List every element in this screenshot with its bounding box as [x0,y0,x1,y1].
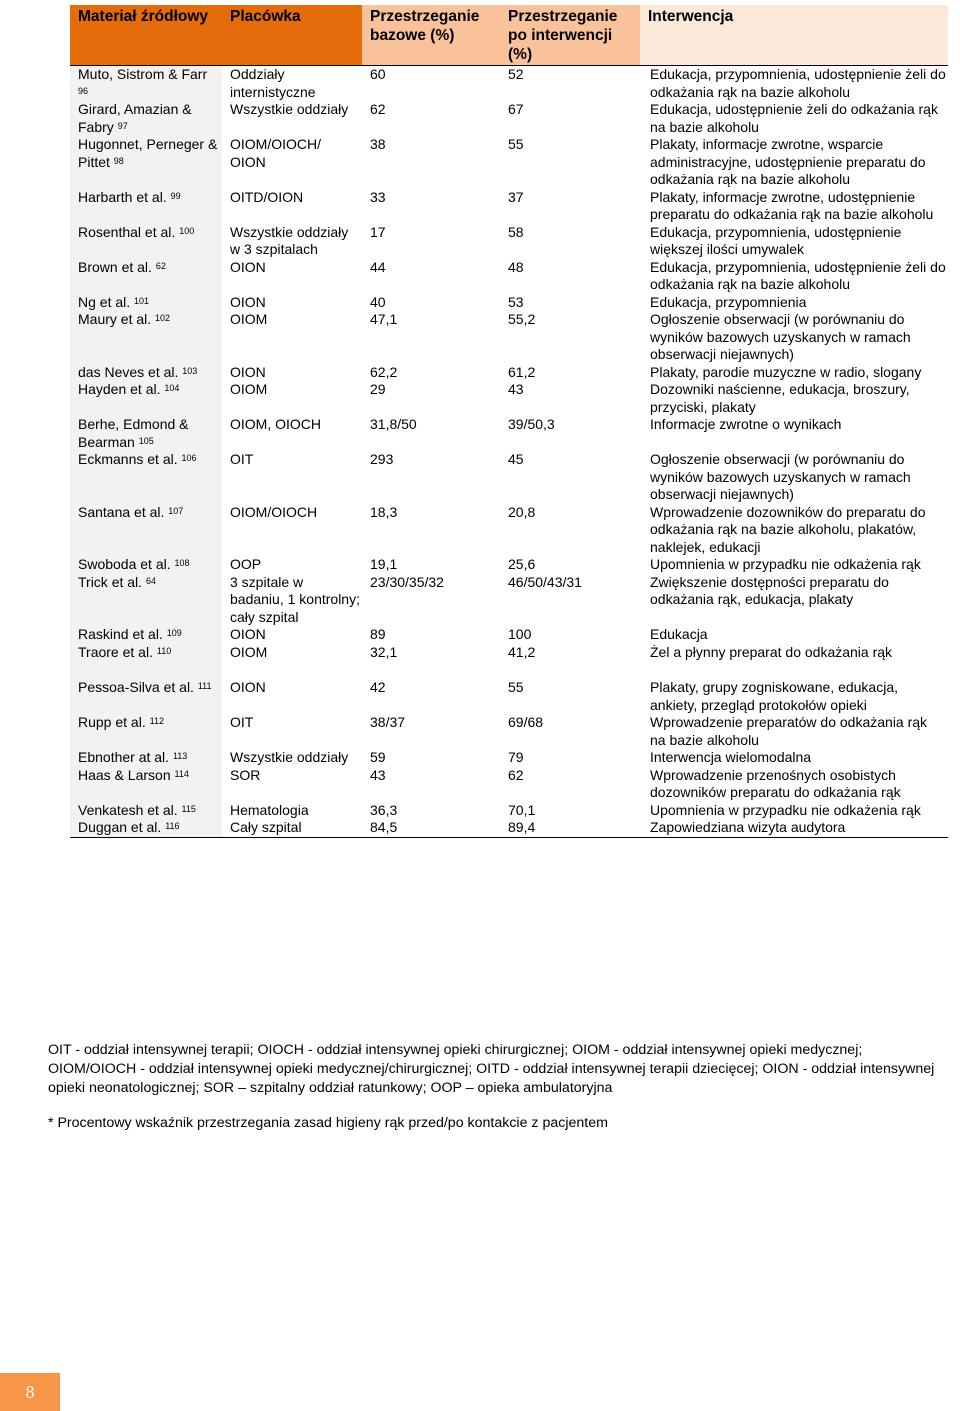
cell-baseline: 29 [370,381,386,397]
source-text: Trick et al. [78,573,143,590]
source-text: Santana et al. [78,503,165,520]
cell-facility: OIOM [230,381,268,397]
cell-intervention: Wprowadzenie preparatów do odkażania rąk na bazie alkoholu [650,714,928,748]
table-row [70,714,948,749]
cell-facility: Cały szpital [222,819,362,837]
source-text: Raskind et al. [78,626,163,642]
cell-baseline: 17 [370,223,386,240]
cell-baseline: 40 [370,293,386,310]
table-row [70,661,948,714]
cell-after-intervention: 41,2 [508,643,536,660]
cell-intervention: Dozowniki naścienne, edukacja, broszury, przyciski, plakaty [650,381,910,415]
cell-after-intervention: 69/68 [508,714,544,730]
cell-after-intervention: 89,4 [500,819,640,837]
cell-intervention: Zwiększenie dostępności preparatu do odkażania rąk, edukacja, plakaty [650,573,889,607]
table-row [70,364,948,382]
cell-baseline: 89 [370,626,386,642]
reference-number: 101 [134,295,150,306]
cell-after-intervention: 52 [508,66,524,82]
cell-facility: OOP [230,556,262,572]
cell-facility: OION [230,293,266,310]
table-row [70,767,948,802]
cell-after-intervention: 67 [508,101,524,117]
cell-intervention: Zapowiedziana wizyta audytora [640,819,948,837]
reference-number: 116 [165,821,180,831]
table-row [70,556,948,574]
table-row [70,416,948,451]
source-text: Brown et al. [78,258,152,275]
source-text: Eckmanns et al. [78,451,178,467]
table-header-row [70,5,948,66]
table-row [70,311,948,364]
cell-baseline: 38/37 [370,714,406,730]
table-row [70,259,948,294]
cell-source [70,556,222,574]
reference-number: 111 [197,681,212,691]
cell-after-intervention: 100 [508,626,532,642]
source-text: Rupp et al. [78,714,146,730]
cell-baseline: 36,3 [370,801,398,818]
cell-baseline: 38 [370,136,386,152]
cell-intervention: Wprowadzenie przenośnych osobistych dozowników preparatu do odkażania rąk [650,766,901,800]
cell-source [70,136,222,189]
cell-baseline: 293 [370,451,394,467]
reference-number: 104 [164,383,180,393]
cell-after-intervention: 20,8 [508,503,536,520]
cell-baseline: 84,5 [362,819,500,837]
reference-number: 100 [179,225,195,236]
cell-facility: Wszystkie oddziały [230,101,349,117]
cell-baseline: 31,8/50 [370,416,417,432]
cell-after-intervention: 45 [508,451,524,467]
cell-after-intervention: 79 [508,749,524,765]
cell-source [70,259,222,294]
cell-facility: OITD/OION [230,188,304,205]
cell-after-intervention: 58 [508,223,524,240]
cell-facility: OION [230,679,266,695]
cell-source [70,767,222,802]
source-text: Venkatesh et al. [78,801,178,818]
cell-source [70,101,222,136]
cell-facility: OIOM [230,311,268,327]
cell-facility: 3 szpitale w badaniu, 1 kontrolny; cały szpital [230,573,360,625]
cell-source [70,626,222,644]
cell-after-intervention: 37 [508,188,524,205]
header-source: Materiał źródłowy [70,5,222,66]
table-row [70,294,948,312]
source-text: Swoboda et al. [78,556,171,572]
cell-source [70,66,222,102]
cell-facility: OION [230,258,266,275]
reference-number: 110 [156,645,172,656]
reference-number: 97 [117,120,128,131]
reference-number: 113 [172,751,188,761]
header-intervention: Interwencja [640,5,948,66]
cell-baseline: 32,1 [370,643,398,660]
cell-intervention: Edukacja, przypomnienia, udostępnienie żeli do odkażania rąk na bazie alkoholu [650,258,946,292]
cell-intervention: Edukacja, przypomnienia, udostępnienie większej ilości umywalek [650,223,902,257]
cell-source [70,416,222,451]
reference-number: 115 [181,803,196,814]
cell-facility: OIT [230,451,254,467]
cell-intervention: Informacje zwrotne o wynikach [650,416,842,432]
cell-after-intervention: 25,6 [508,556,536,572]
cell-baseline: 44 [370,258,386,275]
table-row [70,749,948,767]
cell-intervention: Edukacja [650,626,708,642]
source-text: Ng et al. [78,293,131,310]
source-text: Ebnother at al. [78,749,170,765]
reference-number: 99 [170,190,181,201]
cell-intervention: Interwencja wielomodalna [650,749,812,765]
cell-facility: OIOM/OIOCH/ OION [230,136,321,170]
cell-source [70,189,222,224]
cell-intervention: Edukacja, przypomnienia, udostępnienie żeli do odkażania rąk na bazie alkoholu [650,66,946,100]
cell-source [70,294,222,312]
cell-source [70,802,222,820]
cell-after-intervention: 61,2 [508,363,536,380]
cell-facility: OIOM [230,643,268,660]
table-row [70,574,948,627]
reference-number: 108 [174,558,190,568]
cell-baseline: 33 [370,188,386,205]
table-row [70,802,948,820]
header-after-intervention: Przestrzeganie po interwencji (%) [500,5,640,66]
cell-after-intervention: 55 [508,136,524,152]
cell-baseline: 62 [370,101,386,117]
reference-number: 106 [181,453,197,463]
source-text: Berhe, Edmond & Bearman [78,416,189,450]
cell-after-intervention: 39/50,3 [508,416,555,432]
table-row [70,224,948,259]
cell-after-intervention: 55 [508,679,524,695]
cell-intervention: Ogłoszenie obserwacji (w porównaniu do wyników bazowych uzyskanych w ramach obserwacji niejawnych) [650,311,911,362]
cell-source [70,451,222,504]
cell-source [70,819,222,837]
table-row [70,381,948,416]
cell-intervention: Plakaty, parodie muzyczne w radio, slogany [650,363,922,380]
hand-hygiene-interventions-table [70,5,948,838]
cell-source [70,714,222,749]
cell-intervention: Żel a płynny preparat do odkażania rąk [650,643,893,660]
cell-source [70,364,222,382]
cell-intervention: Plakaty, informacje zwrotne, wsparcie administracyjne, udostępnienie preparatu do odkażania rąk na bazie alkoholu [650,136,926,187]
reference-number: 98 [113,155,124,166]
reference-number: 114 [174,768,189,779]
cell-facility: Wszystkie oddziały [230,749,349,765]
source-text: Muto, Sistrom & Farr [78,66,208,82]
reference-number: 109 [166,628,182,638]
cell-source [70,749,222,767]
abbreviations-note: OIT - oddział intensywnej terapii; OIOCH - oddział intensywnej opieki chirurgicznej; OIOM - oddział intensywnej opieki medycznej; OIOM/OIOCH - oddział intensywnej opieki medycznej/chirurgicznej; OITD - oddział intensywnej terapii dziecięcej; OION - oddział intensywnej opieki neonatologicznej; SOR – szpitalny oddział ratunkowy; OOP – opieka ambulatoryjna [48,1042,935,1096]
table-notes [48,1041,948,1133]
reference-number: 62 [155,260,166,271]
header-facility: Placówka [222,5,362,66]
cell-source [70,644,222,662]
cell-intervention: Plakaty, grupy zogniskowane, edukacja, ankiety, przegląd protokołów opieki [650,679,898,713]
cell-baseline: 42 [370,679,386,695]
source-text: Harbarth et al. [78,188,167,205]
reference-number: 64 [145,575,156,586]
source-text: Maury et al. [78,311,152,327]
cell-after-intervention: 70,1 [508,801,536,818]
source-text: Hayden et al. [78,381,161,397]
cell-baseline: 59 [370,749,386,765]
cell-facility: SOR [230,766,261,783]
reference-number: 107 [168,505,184,516]
table-row [70,101,948,136]
table-body [70,66,948,838]
source-text: das Neves et al. [78,363,179,380]
table-row [70,644,948,662]
cell-source [70,504,222,557]
cell-baseline: 60 [370,66,386,82]
source-text: Girard, Amazian & Fabry [78,101,192,135]
cell-facility: Oddziały internistyczne [230,66,316,100]
footnote: * Procentowy wskaźnik przestrzegania zasad higieny rąk przed/po kontakcie z pacjentem [48,1115,608,1131]
cell-facility: OIOM, OIOCH [230,416,321,432]
table-row [70,504,948,557]
source-text: Rosenthal et al. [78,223,176,240]
table-row [70,189,948,224]
source-text: Pessoa-Silva et al. [78,679,194,695]
cell-intervention: Ogłoszenie obserwacji (w porównaniu do wyników bazowych uzyskanych w ramach obserwacji niejawnych) [650,451,911,502]
cell-after-intervention: 62 [508,766,524,783]
source-text: Traore et al. [78,643,153,660]
cell-source [70,661,222,714]
cell-facility: OION [230,363,266,380]
cell-after-intervention: 55,2 [508,311,536,327]
cell-baseline: 19,1 [370,556,398,572]
cell-baseline: 47,1 [370,311,398,327]
table-row [70,136,948,189]
reference-number: 112 [149,716,164,726]
cell-intervention: Wprowadzenie dozowników do preparatu do odkażania rąk na bazie alkoholu, plakatów, naklejek, edukacji [650,503,926,555]
source-text: Hugonnet, Perneger & Pittet [78,136,218,170]
cell-facility: Hematologia [230,801,309,818]
cell-intervention: Plakaty, informacje zwrotne, udostępnienie preparatu do odkażania rąk na bazie alkoholu [650,188,934,222]
reference-number: 102 [155,313,171,323]
cell-facility: OIOM/OIOCH [230,503,318,520]
cell-facility: OION [230,626,266,642]
cell-baseline: 43 [370,766,386,783]
reference-number: 96 [78,85,89,96]
cell-baseline: 62,2 [370,363,398,380]
header-baseline: Przestrzeganie bazowe (%) [362,5,500,66]
reference-number: 105 [138,435,154,446]
table-row [70,451,948,504]
cell-after-intervention: 48 [508,258,524,275]
cell-intervention: Upomnienia w przypadku nie odkażenia rąk [650,801,921,818]
cell-after-intervention: 53 [508,293,524,310]
cell-after-intervention: 43 [508,381,524,397]
cell-source [70,381,222,416]
table-row [70,819,948,837]
cell-source [70,574,222,627]
cell-after-intervention: 46/50/43/31 [508,573,582,590]
cell-baseline: 18,3 [370,503,398,520]
cell-intervention: Edukacja, przypomnienia [650,293,807,310]
cell-source [70,224,222,259]
cell-facility: Wszystkie oddziały w 3 szpitalach [230,223,349,257]
table-row [70,66,948,102]
source-text: Duggan et al. [78,819,162,835]
source-text: Haas & Larson [78,766,171,783]
cell-baseline: 23/30/35/32 [370,573,444,590]
cell-intervention: Edukacja, udostępnienie żeli do odkażania rąk na bazie alkoholu [650,101,938,135]
cell-facility: OIT [230,714,254,730]
cell-source [70,311,222,364]
table-row [70,626,948,644]
reference-number: 103 [182,365,198,376]
cell-intervention: Upomnienia w przypadku nie odkażenia rąk [650,556,921,572]
page-number-badge: 8 [0,1373,60,1411]
comparison-table-wrapper [70,5,948,838]
